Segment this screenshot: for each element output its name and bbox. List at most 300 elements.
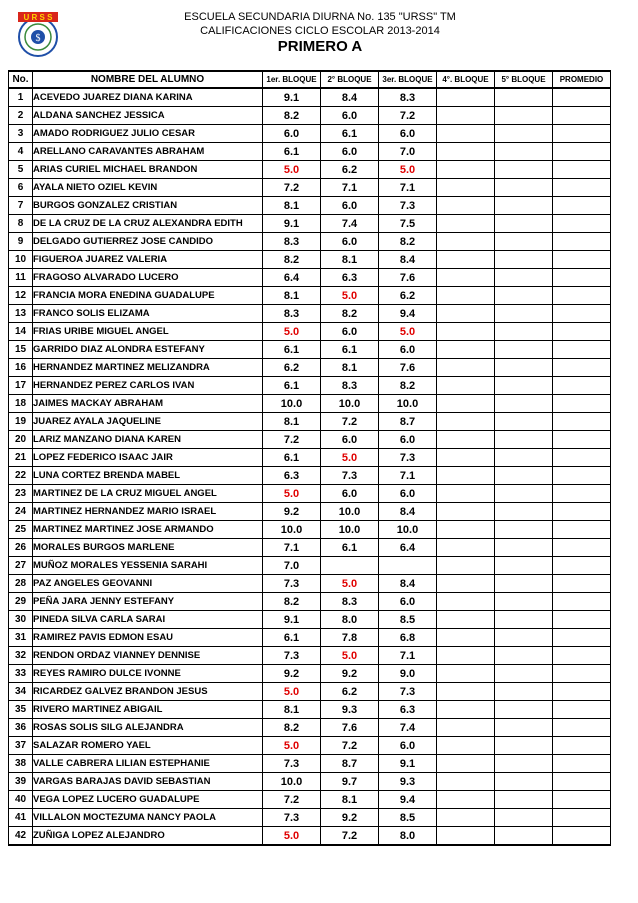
grade-bloque-4: [437, 665, 495, 683]
grade-bloque-2: 7.8: [321, 629, 379, 647]
grade-bloque-2: 7.2: [321, 413, 379, 431]
grade-bloque-4: [437, 611, 495, 629]
grade-bloque-3: 7.3: [379, 683, 437, 701]
grade-bloque-1: 6.1: [263, 377, 321, 395]
grade-bloque-5: [495, 809, 553, 827]
grade-bloque-3: 9.4: [379, 791, 437, 809]
row-number: 17: [9, 377, 33, 395]
grade-bloque-2: 6.2: [321, 683, 379, 701]
grade-bloque-5: [495, 179, 553, 197]
grade-bloque-5: [495, 467, 553, 485]
grade-bloque-2: 8.0: [321, 611, 379, 629]
grade-bloque-4: [437, 467, 495, 485]
row-number: 4: [9, 143, 33, 161]
grade-bloque-5: [495, 88, 553, 107]
student-name: MARTINEZ MARTINEZ JOSE ARMANDO: [33, 521, 263, 539]
row-number: 7: [9, 197, 33, 215]
table-row: [9, 107, 611, 125]
grade-bloque-4: [437, 755, 495, 773]
grade-bloque-1: 6.1: [263, 143, 321, 161]
grade-bloque-4: [437, 629, 495, 647]
table-row: [9, 305, 611, 323]
grade-bloque-1: 8.2: [263, 107, 321, 125]
grade-bloque-4: [437, 125, 495, 143]
grade-bloque-3: 8.4: [379, 503, 437, 521]
page-title: PRIMERO A: [277, 38, 363, 55]
grade-bloque-2: 8.2: [321, 305, 379, 323]
grade-bloque-4: [437, 197, 495, 215]
row-number: 2: [9, 107, 33, 125]
grade-bloque-4: [437, 647, 495, 665]
table-row: [9, 791, 611, 809]
grade-promedio: [553, 503, 611, 521]
student-name: PINEDA SILVA CARLA SARAI: [33, 611, 263, 629]
grade-bloque-3: 7.0: [379, 143, 437, 161]
table-row: [9, 341, 611, 359]
grade-promedio: [553, 395, 611, 413]
table-row: [9, 233, 611, 251]
grade-bloque-2: 6.3: [321, 269, 379, 287]
grade-bloque-3: 5.0: [379, 161, 437, 179]
grade-promedio: [553, 107, 611, 125]
grade-bloque-5: [495, 413, 553, 431]
grade-bloque-3: 8.0: [379, 827, 437, 846]
school-logo: [14, 10, 62, 58]
grade-bloque-5: [495, 521, 553, 539]
grade-bloque-5: [495, 431, 553, 449]
row-number: 27: [9, 557, 33, 575]
grade-bloque-1: 9.1: [263, 611, 321, 629]
grade-bloque-5: [495, 107, 553, 125]
grade-bloque-4: [437, 107, 495, 125]
student-name: MARTINEZ HERNANDEZ MARIO ISRAEL: [33, 503, 263, 521]
grade-promedio: [553, 143, 611, 161]
grade-bloque-5: [495, 701, 553, 719]
student-name: MUÑOZ MORALES YESSENIA SARAHI: [33, 557, 263, 575]
grade-bloque-3: 9.4: [379, 305, 437, 323]
grade-bloque-3: 7.1: [379, 647, 437, 665]
logo-text: U R S S: [23, 13, 53, 22]
table-row: [9, 359, 611, 377]
grade-bloque-3: 8.3: [379, 88, 437, 107]
grade-bloque-4: [437, 827, 495, 846]
grade-bloque-1: 7.3: [263, 809, 321, 827]
grade-promedio: [553, 719, 611, 737]
grade-promedio: [553, 179, 611, 197]
grade-bloque-5: [495, 287, 553, 305]
grade-bloque-3: 6.0: [379, 737, 437, 755]
grade-bloque-1: 5.0: [263, 323, 321, 341]
table-row: [9, 503, 611, 521]
grade-promedio: [553, 755, 611, 773]
svg-text:$: $: [35, 33, 41, 44]
row-number: 13: [9, 305, 33, 323]
grade-bloque-3: 9.0: [379, 665, 437, 683]
table-header-row: [9, 71, 611, 88]
grade-bloque-3: 6.2: [379, 287, 437, 305]
grade-bloque-1: 8.1: [263, 413, 321, 431]
row-number: 5: [9, 161, 33, 179]
student-name: FRAGOSO ALVARADO LUCERO: [33, 269, 263, 287]
row-number: 28: [9, 575, 33, 593]
table-row: [9, 593, 611, 611]
grade-bloque-2: 8.7: [321, 755, 379, 773]
grade-bloque-5: [495, 341, 553, 359]
grade-bloque-1: 6.1: [263, 449, 321, 467]
grade-promedio: [553, 737, 611, 755]
grade-bloque-4: [437, 323, 495, 341]
grade-bloque-3: 6.4: [379, 539, 437, 557]
grade-bloque-1: 9.1: [263, 88, 321, 107]
grade-promedio: [553, 341, 611, 359]
grade-bloque-5: [495, 503, 553, 521]
table-row: [9, 611, 611, 629]
student-name: RIVERO MARTINEZ ABIGAIL: [33, 701, 263, 719]
grade-bloque-3: 7.1: [379, 467, 437, 485]
school-name: ESCUELA SECUNDARIA DIURNA No. 135 "URSS" TM: [184, 11, 456, 23]
table-row: [9, 431, 611, 449]
col-header-bloque-2: 2° BLOQUE: [321, 71, 379, 88]
col-header-bloque-3: 3er. BLOQUE: [379, 71, 437, 88]
student-name: VEGA LOPEZ LUCERO GUADALUPE: [33, 791, 263, 809]
col-header-promedio: PROMEDIO: [553, 71, 611, 88]
table-row: [9, 485, 611, 503]
grade-bloque-1: 7.0: [263, 557, 321, 575]
grade-bloque-3: 7.4: [379, 719, 437, 737]
grade-bloque-3: 7.6: [379, 359, 437, 377]
grade-bloque-5: [495, 197, 553, 215]
table-row: [9, 269, 611, 287]
grade-bloque-5: [495, 791, 553, 809]
table-row: [9, 701, 611, 719]
grade-promedio: [553, 125, 611, 143]
grade-promedio: [553, 197, 611, 215]
grade-bloque-4: [437, 737, 495, 755]
grade-bloque-4: [437, 179, 495, 197]
grade-promedio: [553, 539, 611, 557]
grade-bloque-4: [437, 701, 495, 719]
row-number: 34: [9, 683, 33, 701]
table-row: [9, 665, 611, 683]
grade-bloque-1: 6.3: [263, 467, 321, 485]
row-number: 39: [9, 773, 33, 791]
row-number: 19: [9, 413, 33, 431]
grade-bloque-2: 8.1: [321, 359, 379, 377]
grade-bloque-3: 8.5: [379, 611, 437, 629]
grade-bloque-4: [437, 143, 495, 161]
grade-bloque-1: 5.0: [263, 737, 321, 755]
table-row: [9, 521, 611, 539]
table-row: [9, 143, 611, 161]
grade-bloque-5: [495, 773, 553, 791]
row-number: 12: [9, 287, 33, 305]
grade-bloque-1: 6.1: [263, 341, 321, 359]
grade-bloque-4: [437, 791, 495, 809]
grade-bloque-4: [437, 809, 495, 827]
row-number: 42: [9, 827, 33, 846]
grade-promedio: [553, 647, 611, 665]
grade-promedio: [553, 485, 611, 503]
grade-bloque-2: 7.6: [321, 719, 379, 737]
grade-bloque-1: 6.0: [263, 125, 321, 143]
grade-bloque-1: 8.1: [263, 287, 321, 305]
grade-bloque-5: [495, 143, 553, 161]
row-number: 8: [9, 215, 33, 233]
grade-bloque-2: 6.1: [321, 125, 379, 143]
grade-bloque-5: [495, 827, 553, 846]
grade-bloque-3: 6.3: [379, 701, 437, 719]
grade-bloque-1: 8.3: [263, 305, 321, 323]
student-name: ALDANA SANCHEZ JESSICA: [33, 107, 263, 125]
grade-bloque-3: 5.0: [379, 323, 437, 341]
table-row: [9, 683, 611, 701]
grade-bloque-1: 8.2: [263, 719, 321, 737]
grade-promedio: [553, 665, 611, 683]
grade-bloque-4: [437, 359, 495, 377]
row-number: 35: [9, 701, 33, 719]
grade-bloque-5: [495, 161, 553, 179]
grade-bloque-5: [495, 647, 553, 665]
grade-bloque-2: [321, 557, 379, 575]
grade-bloque-2: 10.0: [321, 521, 379, 539]
grade-bloque-4: [437, 449, 495, 467]
student-name: PAZ ANGELES GEOVANNI: [33, 575, 263, 593]
student-name: RAMIREZ PAVIS EDMON ESAU: [33, 629, 263, 647]
grade-bloque-1: 7.3: [263, 755, 321, 773]
table-row: [9, 413, 611, 431]
grade-promedio: [553, 323, 611, 341]
grade-bloque-5: [495, 557, 553, 575]
grade-bloque-1: 5.0: [263, 827, 321, 846]
grade-bloque-4: [437, 539, 495, 557]
table-row: [9, 395, 611, 413]
grade-bloque-5: [495, 323, 553, 341]
grade-bloque-3: 8.2: [379, 377, 437, 395]
row-number: 40: [9, 791, 33, 809]
grade-bloque-2: 9.2: [321, 809, 379, 827]
grade-bloque-1: 8.3: [263, 233, 321, 251]
grade-bloque-2: 10.0: [321, 503, 379, 521]
student-name: FIGUEROA JUAREZ VALERIA: [33, 251, 263, 269]
table-row: [9, 449, 611, 467]
row-number: 38: [9, 755, 33, 773]
grade-bloque-4: [437, 503, 495, 521]
row-number: 37: [9, 737, 33, 755]
row-number: 1: [9, 88, 33, 107]
school-cycle: CALIFICACIONES CICLO ESCOLAR 2013-2014: [200, 25, 440, 37]
grade-bloque-5: [495, 359, 553, 377]
grade-bloque-4: [437, 485, 495, 503]
grade-bloque-4: [437, 287, 495, 305]
grade-bloque-2: 10.0: [321, 395, 379, 413]
grade-bloque-4: [437, 773, 495, 791]
grade-bloque-2: 8.3: [321, 593, 379, 611]
grade-bloque-1: 8.2: [263, 593, 321, 611]
grade-bloque-4: [437, 305, 495, 323]
grade-bloque-1: 7.2: [263, 179, 321, 197]
student-name: MARTINEZ DE LA CRUZ MIGUEL ANGEL: [33, 485, 263, 503]
grade-bloque-4: [437, 557, 495, 575]
student-name: PEÑA JARA JENNY ESTEFANY: [33, 593, 263, 611]
grade-bloque-2: 7.4: [321, 215, 379, 233]
table-row: [9, 179, 611, 197]
grade-bloque-1: 5.0: [263, 161, 321, 179]
student-name: RICARDEZ GALVEZ BRANDON JESUS: [33, 683, 263, 701]
grade-bloque-4: [437, 431, 495, 449]
row-number: 22: [9, 467, 33, 485]
grade-bloque-1: 7.2: [263, 431, 321, 449]
grade-bloque-2: 7.3: [321, 467, 379, 485]
grade-bloque-3: 7.3: [379, 197, 437, 215]
grade-bloque-1: 8.1: [263, 701, 321, 719]
grade-bloque-5: [495, 719, 553, 737]
col-header-no: No.: [9, 71, 33, 88]
grade-promedio: [553, 791, 611, 809]
grade-bloque-5: [495, 215, 553, 233]
grade-bloque-5: [495, 629, 553, 647]
grade-promedio: [553, 161, 611, 179]
row-number: 6: [9, 179, 33, 197]
student-name: JAIMES MACKAY ABRAHAM: [33, 395, 263, 413]
grade-bloque-5: [495, 395, 553, 413]
grade-bloque-2: 8.4: [321, 88, 379, 107]
grade-bloque-4: [437, 377, 495, 395]
grade-bloque-2: 5.0: [321, 647, 379, 665]
grade-promedio: [553, 557, 611, 575]
grade-bloque-2: 9.3: [321, 701, 379, 719]
table-row: [9, 287, 611, 305]
grade-bloque-2: 8.3: [321, 377, 379, 395]
grade-bloque-2: 6.1: [321, 539, 379, 557]
grade-promedio: [553, 359, 611, 377]
grade-bloque-5: [495, 665, 553, 683]
student-name: DE LA CRUZ DE LA CRUZ ALEXANDRA EDITH: [33, 215, 263, 233]
table-row: [9, 215, 611, 233]
grade-bloque-4: [437, 575, 495, 593]
col-header-bloque-5: 5° BLOQUE: [495, 71, 553, 88]
grade-bloque-1: 9.2: [263, 503, 321, 521]
student-name: LARIZ MANZANO DIANA KAREN: [33, 431, 263, 449]
table-row: [9, 125, 611, 143]
grade-bloque-5: [495, 305, 553, 323]
row-number: 24: [9, 503, 33, 521]
row-number: 41: [9, 809, 33, 827]
grade-bloque-3: [379, 557, 437, 575]
row-number: 9: [9, 233, 33, 251]
grade-bloque-2: 9.7: [321, 773, 379, 791]
grade-bloque-1: 7.2: [263, 791, 321, 809]
grade-bloque-3: 6.8: [379, 629, 437, 647]
student-name: ARELLANO CARAVANTES ABRAHAM: [33, 143, 263, 161]
grade-bloque-1: 9.2: [263, 665, 321, 683]
grade-bloque-3: 10.0: [379, 521, 437, 539]
table-row: [9, 719, 611, 737]
grade-bloque-5: [495, 125, 553, 143]
table-row: [9, 251, 611, 269]
grade-bloque-4: [437, 719, 495, 737]
grade-bloque-5: [495, 575, 553, 593]
grade-promedio: [553, 413, 611, 431]
grade-promedio: [553, 701, 611, 719]
table-row: [9, 197, 611, 215]
grade-bloque-4: [437, 593, 495, 611]
grade-promedio: [553, 521, 611, 539]
row-number: 11: [9, 269, 33, 287]
grade-bloque-2: 6.1: [321, 341, 379, 359]
grade-bloque-5: [495, 269, 553, 287]
grade-bloque-4: [437, 88, 495, 107]
table-row: [9, 827, 611, 846]
grade-bloque-5: [495, 377, 553, 395]
grade-bloque-2: 6.0: [321, 323, 379, 341]
student-name: ARIAS CURIEL MICHAEL BRANDON: [33, 161, 263, 179]
table-row: [9, 755, 611, 773]
row-number: 14: [9, 323, 33, 341]
grade-bloque-3: 8.4: [379, 251, 437, 269]
col-header-name: NOMBRE DEL ALUMNO: [33, 71, 263, 88]
table-row: [9, 629, 611, 647]
grade-bloque-3: 6.0: [379, 485, 437, 503]
grade-bloque-4: [437, 413, 495, 431]
grade-bloque-1: 9.1: [263, 215, 321, 233]
grade-bloque-1: 5.0: [263, 683, 321, 701]
student-name: BURGOS GONZALEZ CRISTIAN: [33, 197, 263, 215]
grade-bloque-3: 8.2: [379, 233, 437, 251]
student-name: VILLALON MOCTEZUMA NANCY PAOLA: [33, 809, 263, 827]
grade-bloque-3: 10.0: [379, 395, 437, 413]
grade-bloque-3: 6.0: [379, 125, 437, 143]
grade-bloque-4: [437, 395, 495, 413]
grade-promedio: [553, 287, 611, 305]
grade-bloque-1: 10.0: [263, 521, 321, 539]
student-name: AMADO RODRIGUEZ JULIO CESAR: [33, 125, 263, 143]
grade-bloque-4: [437, 215, 495, 233]
grade-bloque-4: [437, 161, 495, 179]
student-name: FRIAS URIBE MIGUEL ANGEL: [33, 323, 263, 341]
grade-bloque-2: 6.0: [321, 485, 379, 503]
grade-bloque-5: [495, 593, 553, 611]
grade-promedio: [553, 467, 611, 485]
student-name: MORALES BURGOS MARLENE: [33, 539, 263, 557]
grade-bloque-3: 7.2: [379, 107, 437, 125]
grade-promedio: [553, 251, 611, 269]
row-number: 31: [9, 629, 33, 647]
grade-bloque-4: [437, 233, 495, 251]
row-number: 16: [9, 359, 33, 377]
grade-promedio: [553, 88, 611, 107]
grade-bloque-5: [495, 737, 553, 755]
grade-bloque-4: [437, 251, 495, 269]
grade-bloque-2: 6.0: [321, 431, 379, 449]
grade-bloque-5: [495, 539, 553, 557]
student-name: ACEVEDO JUAREZ DIANA KARINA: [33, 88, 263, 107]
grade-bloque-3: 7.3: [379, 449, 437, 467]
grade-promedio: [553, 215, 611, 233]
grade-bloque-1: 7.3: [263, 575, 321, 593]
grade-bloque-3: 7.6: [379, 269, 437, 287]
grade-bloque-4: [437, 521, 495, 539]
row-number: 36: [9, 719, 33, 737]
grade-bloque-2: 5.0: [321, 449, 379, 467]
row-number: 10: [9, 251, 33, 269]
grade-promedio: [553, 827, 611, 846]
row-number: 26: [9, 539, 33, 557]
table-row: [9, 467, 611, 485]
row-number: 20: [9, 431, 33, 449]
grade-bloque-1: 6.1: [263, 629, 321, 647]
student-name: VALLE CABRERA LILIAN ESTEPHANIE: [33, 755, 263, 773]
student-name: FRANCO SOLIS ELIZAMA: [33, 305, 263, 323]
